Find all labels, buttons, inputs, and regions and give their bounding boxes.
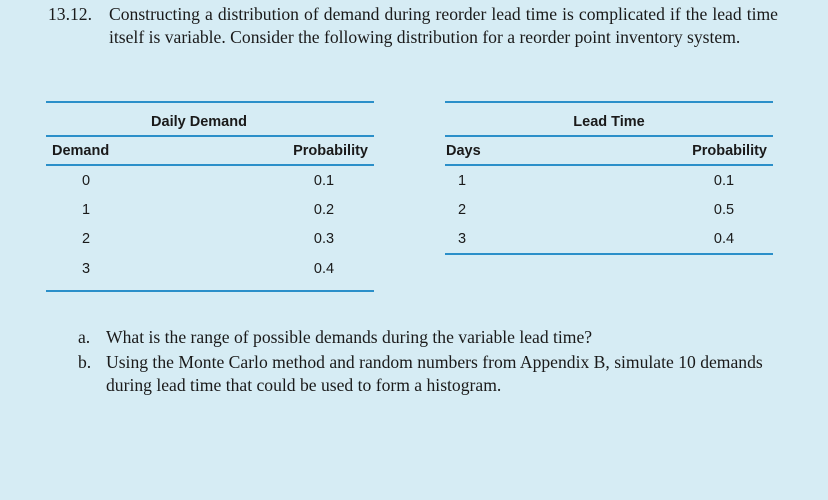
probability-cell: 0.2: [313, 202, 335, 218]
probability-cell: 0.5: [713, 202, 735, 218]
demand-cell: 3: [81, 261, 91, 277]
probability-cell: 0.4: [313, 261, 335, 277]
table-title-rule: [445, 135, 773, 137]
table-top-rule: [46, 101, 374, 103]
question-b: [78, 351, 778, 397]
days-cell: 3: [457, 231, 467, 247]
demand-cell: 1: [81, 202, 91, 218]
question-list: [78, 326, 778, 399]
question-label: a.: [78, 327, 91, 347]
table-title: Lead Time: [573, 114, 645, 130]
days-cell: 1: [457, 173, 467, 189]
probability-cell: 0.4: [713, 231, 735, 247]
column-header-probability: Probability: [293, 143, 368, 159]
column-header-days: Days: [446, 143, 481, 159]
question-text: Using the Monte Carlo method and random numbers from Appendix B, simulate 10 demands during lead time that could be used to form a histogram.: [106, 352, 763, 395]
table-header-rule: [445, 164, 773, 166]
question-text: What is the range of possible demands during the variable lead time?: [106, 327, 593, 347]
days-cell: 2: [457, 202, 467, 218]
table-top-rule: [445, 101, 773, 103]
demand-cell: 2: [81, 231, 91, 247]
probability-cell: 0.1: [313, 173, 335, 189]
problem-number: 13.12.: [48, 4, 92, 24]
probability-cell: 0.3: [313, 231, 335, 247]
table-title: Daily Demand: [151, 114, 247, 130]
column-header-probability: Probability: [692, 143, 767, 159]
table-title-rule: [46, 135, 374, 137]
question-a: [78, 326, 778, 349]
question-label: b.: [78, 352, 92, 372]
table-bottom-rule: [445, 253, 773, 255]
problem-statement: [48, 3, 778, 49]
demand-cell: 0: [81, 173, 91, 189]
column-header-demand: Demand: [52, 143, 110, 159]
probability-cell: 0.1: [713, 173, 735, 189]
table-header-rule: [46, 164, 374, 166]
table-bottom-rule: [46, 290, 374, 292]
problem-text: Constructing a distribution of demand during reorder lead time is complicated if the lead time itself is variable. Consider the following distribution for a reorder point inventory system.: [109, 4, 778, 47]
